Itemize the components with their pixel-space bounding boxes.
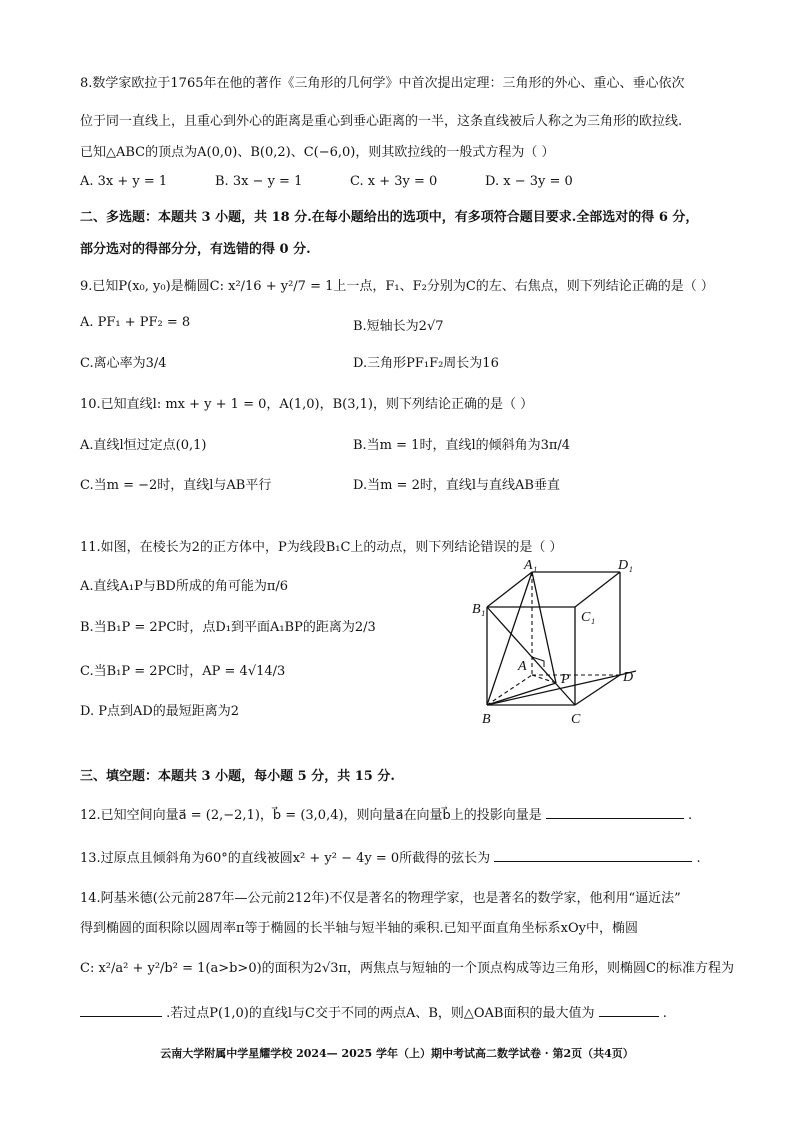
section3-heading: 三、填空题：本题共 3 小题，每小题 5 分，共 15 分. (80, 769, 395, 784)
line-b-d (487, 675, 620, 705)
q9-option-d: D.三角形PF₁F₂周长为16 (353, 356, 499, 371)
q9-option-a: A. PF₁ + PF₂ = 8 (80, 315, 191, 330)
q13-answer-blank[interactable] (494, 847, 692, 862)
q14-line3: C: x²/a² + y²/b² = 1(a>b>0)的面积为2√3π，两焦点与短轴的一个顶点构成等边三角形，则椭圆C的标准方程为 (80, 961, 734, 976)
section2-heading-cont: 部分选对的得部分分，有选错的得 0 分. (80, 242, 311, 257)
q11-stem: 11.如图，在棱长为2的正方体中，P为线段B₁C上的动点，则下列结论错误的是（ ） (80, 540, 563, 555)
q10-option-b: B.当m = 1时，直线l的倾斜角为3π/4 (353, 438, 571, 453)
line-a1-b (487, 572, 532, 705)
q10-option-c: C.当m = −2时，直线l与AB平行 (80, 478, 272, 493)
q9-option-c: C.离心率为3/4 (80, 356, 167, 371)
q12-text: 12.已知空间向量a⃗ = (2,−2,1)，b⃗ = (3,0,4)，则向量a⃗在向量b⃗上的投影向量是 (80, 808, 542, 823)
label-d1: D₁ (618, 558, 633, 573)
label-b: B (482, 712, 491, 727)
q8-line1: 8.数学家欧拉于1765年在他的著作《三角形的几何学》中首次提出定理：三角形的外心、重心、垂心依次 (80, 76, 685, 91)
q12-period: . (688, 808, 693, 823)
page-footer: 云南大学附属中学星耀学校 2024— 2025 学年（上）期中考试高二数学试卷 · 第2页（共4页） (160, 1047, 634, 1060)
section2-heading: 二、多选题：本题共 3 小题，共 18 分.在每小题给出的选项中，有多项符合题目要求.全部选对的得 6 分， (80, 210, 699, 225)
q10-option-a: A.直线l恒过定点(0,1) (80, 438, 207, 453)
label-d: D (623, 670, 634, 685)
q10-stem: 10.已知直线l: mx + y + 1 = 0，A(1,0)，B(3,1)，则下列结论正确的是（ ） (80, 397, 534, 412)
line-b-p (487, 683, 556, 705)
label-c1: C₁ (581, 610, 596, 625)
q8-option-b: B. 3x − y = 1 (215, 174, 303, 189)
q14-line4-text: .若过点P(1,0)的直线l与C交于不同的两点A、B，则△OAB面积的最大值为 (166, 1006, 595, 1021)
q8-option-d: D. x − 3y = 0 (485, 174, 573, 189)
q9-stem: 9.已知P(x₀, y₀)是椭圆C: x²/16 + y²/7 = 1上一点，F₁、F₂分别为C的左、右焦点，则下列结论正确的是（ ） (80, 279, 714, 294)
q13-text: 13.过原点且倾斜角为60°的直线被圆x² + y² − 4y = 0所截得的弦长为 (80, 851, 491, 866)
q11-option-d: D. P点到AD的最短距离为2 (80, 704, 240, 719)
q8-option-c: C. x + 3y = 0 (350, 174, 438, 189)
label-c: C (571, 712, 581, 727)
cube-figure (460, 555, 690, 730)
q14-line1: 14.阿基米德(公元前287年—公元前212年)不仅是著名的物理学家，也是著名的数学家，他利用“逼近法” (80, 891, 681, 906)
q8-line2: 位于同一直线上，且重心到外心的距离是重心到垂心距离的一半，这条直线被后人称之为三角形的欧拉线. (80, 114, 683, 129)
q9-option-b: B.短轴长为2√7 (353, 319, 444, 334)
q10-option-d: D.当m = 2时，直线l与直线AB垂直 (353, 478, 560, 493)
q12 (80, 804, 692, 823)
q8-option-a: A. 3x + y = 1 (80, 174, 168, 189)
q14-line4 (80, 1002, 667, 1021)
q14-answer-blank-1[interactable] (80, 1002, 162, 1017)
q11-option-c: C.当B₁P = 2PC时，AP = 4√14/3 (80, 664, 286, 679)
q14-line2: 得到椭圆的面积除以圆周率π等于椭圆的长半轴与短半轴的乘积.已知平面直角坐标系xOy中，椭圆 (80, 921, 639, 936)
label-p: P (561, 672, 570, 687)
q8-line3: 已知△ABC的顶点为A(0,0)、B(0,2)、C(−6,0)，则其欧拉线的一般式方程为（ ） (80, 145, 555, 160)
q11-option-b: B.当B₁P = 2PC时，点D₁到平面A₁BP的距离为2/3 (80, 620, 376, 635)
q12-answer-blank[interactable] (546, 804, 684, 819)
edge-c1-d1 (575, 572, 620, 607)
q14-period: . (662, 1006, 667, 1021)
label-a1: A₁ (524, 558, 538, 573)
q11-option-a: A.直线A₁P与BD所成的角可能为π/6 (80, 579, 289, 594)
label-a: A (518, 659, 527, 674)
q14-answer-blank-2[interactable] (599, 1002, 659, 1017)
q13-period: . (696, 851, 701, 866)
q13 (80, 847, 701, 866)
edge-b1-a1 (487, 572, 532, 607)
label-b1: B₁ (472, 602, 486, 617)
